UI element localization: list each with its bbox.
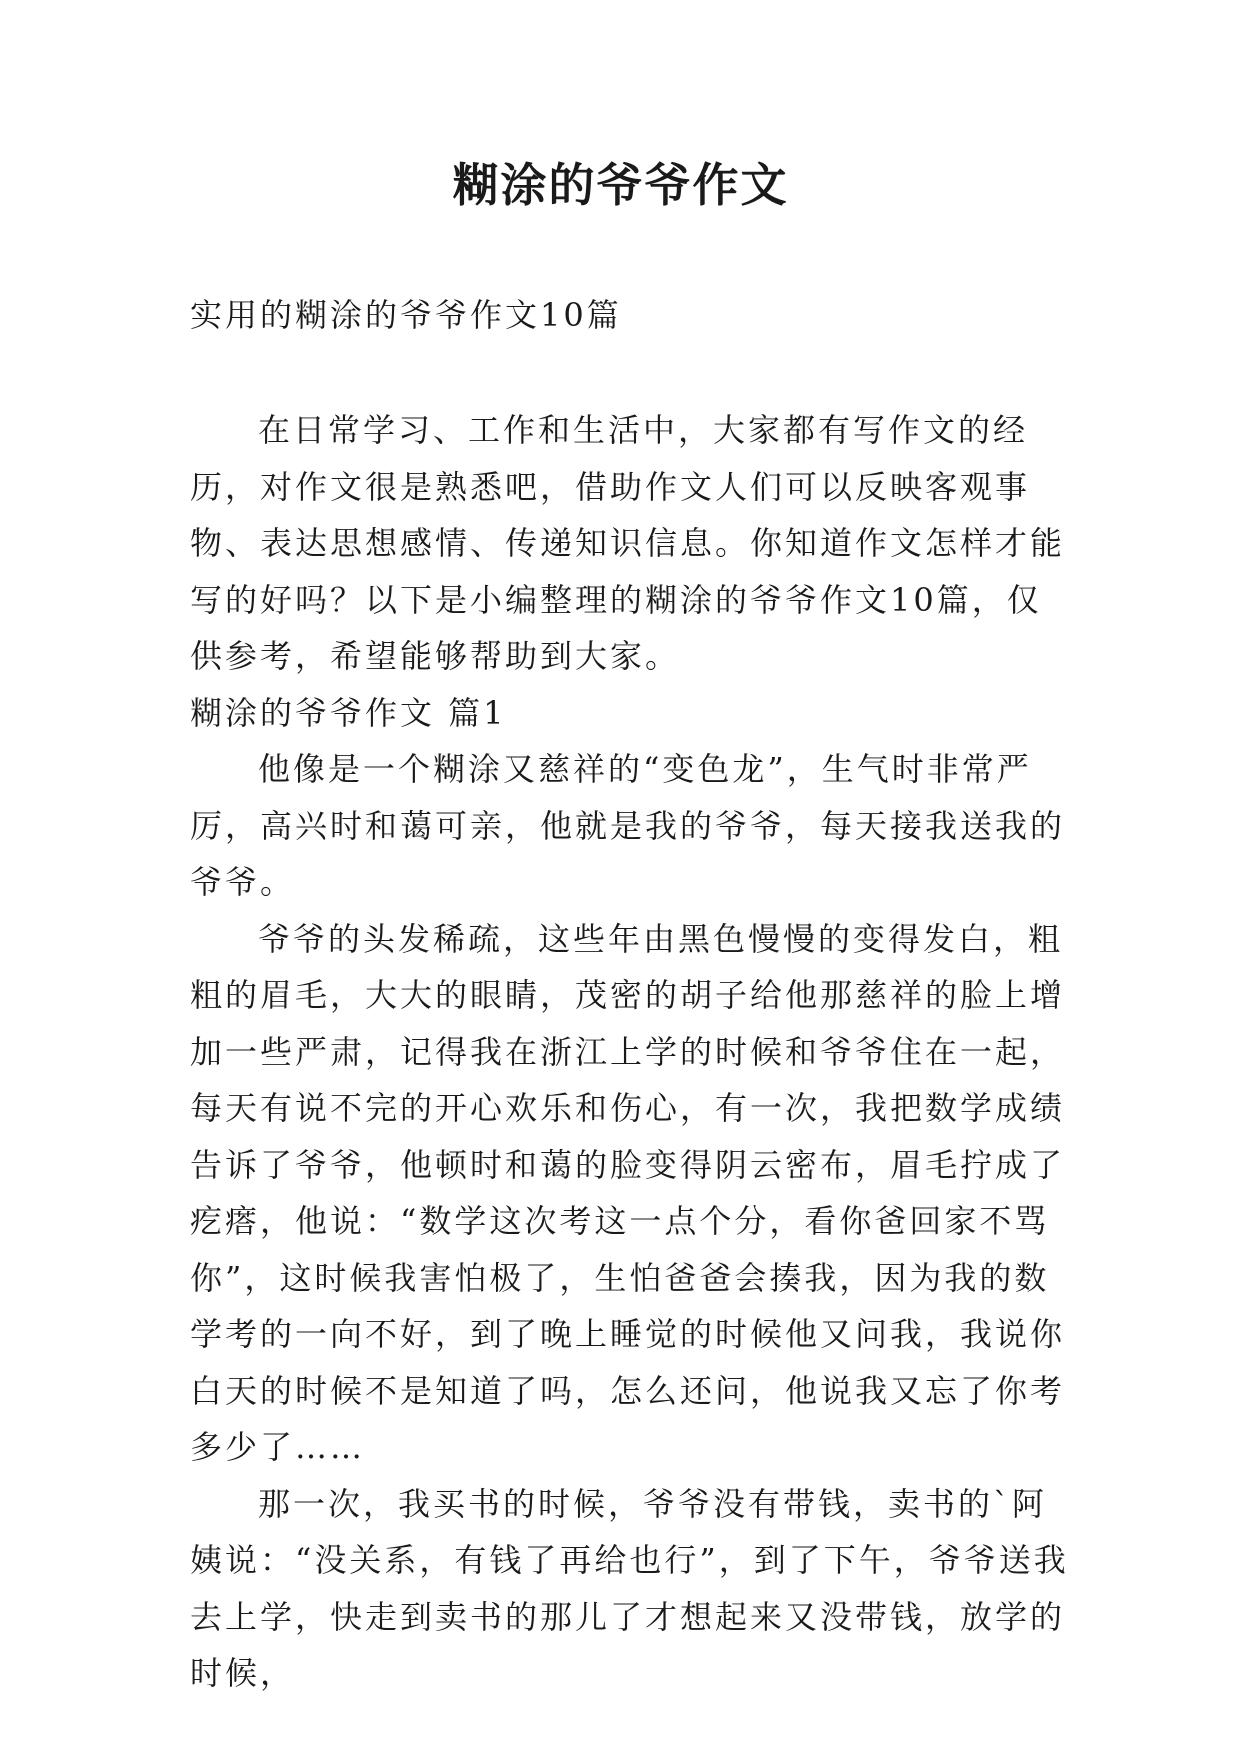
- document-title: 糊涂的爷爷作文: [452, 158, 789, 212]
- body-paragraph: 爷爷的头发稀疏，这些年由黑色慢慢的变得发白，粗粗的眉毛，大大的眼睛，茂密的胡子给他那慈祥的脸上增加一些严肃，记得我在浙江上学的时候和爷爷住在一起，每天有说不完的开心欢乐和伤心，有一次，我把数学成绩告诉了爷爷，他顿时和蔼的脸变得阴云密布，眉毛拧成了疙瘩，他说：“数学这次考这一点个分，看你爸回家不骂你”，这时候我害怕极了，生怕爸爸会揍我，因为我的数学考的一向不好，到了晚上睡觉的时候他又问我，我说你白天的时候不是知道了吗，怎么还问，他说我又忘了你考多少了……: [190, 919, 1066, 1466]
- intro-paragraph: 在日常学习、工作和生活中，大家都有写作文的经历，对作文很是熟悉吧，借助作文人们可以反映客观事物、表达思想感情、传递知识信息。你知道作文怎样才能写的好吗？以下是小编整理的糊涂的爷爷作文10篇，仅供参考，希望能够帮助到大家。: [190, 411, 1066, 675]
- document-body: [190, 402, 1070, 1702]
- document-subtitle: 实用的糊涂的爷爷作文10篇: [190, 296, 622, 334]
- body-paragraph: 他像是一个糊涂又慈祥的“变色龙”，生气时非常严厉，高兴时和蔼可亲，他就是我的爷爷，每天接我送我的爷爷。: [190, 750, 1066, 901]
- section-heading: 糊涂的爷爷作文 篇1: [190, 693, 507, 732]
- body-paragraph: 那一次，我买书的时候，爷爷没有带钱，卖书的`阿姨说：“没关系，有钱了再给也行”，到了下午，爷爷送我去上学，快走到卖书的那儿了才想起来又没带钱，放学的时候，: [190, 1484, 1069, 1692]
